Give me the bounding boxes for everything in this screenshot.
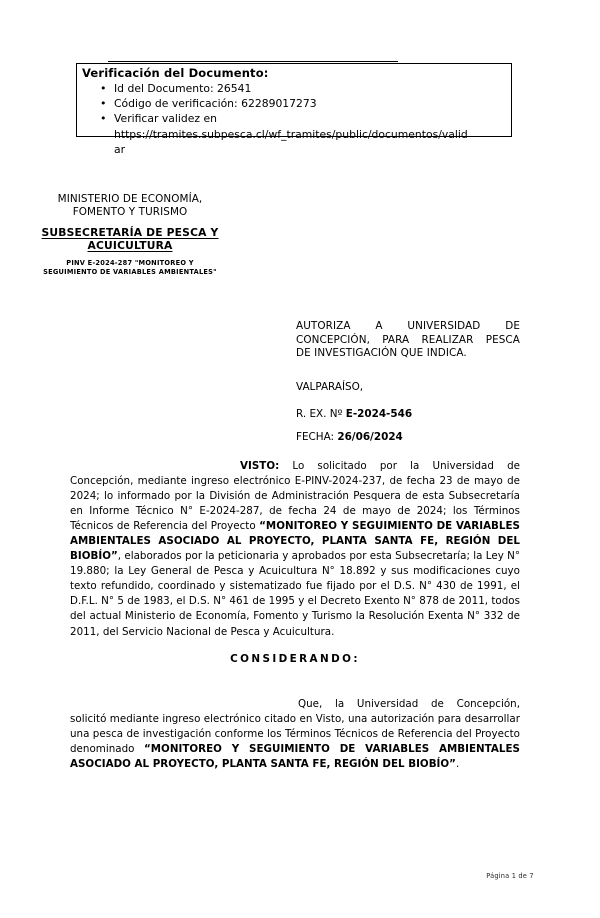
- resolution-subject-line-2: CONCEPCIÓN, PARA REALIZAR PESCA: [296, 333, 520, 346]
- resolution-date-value: 26/06/2024: [337, 431, 403, 443]
- resolution-date-row: [296, 431, 520, 445]
- resolution-number-label: R. EX. Nº: [296, 408, 346, 420]
- resolution-date-label: FECHA:: [296, 431, 338, 443]
- project-reference-line-2: SEGUIMIENTO DE VARIABLES AMBIENTALES": [43, 267, 217, 276]
- verification-url-continuation: [82, 142, 522, 157]
- visto-text-part-1: Lo solicitado por la Universidad de Concepción, mediante ingreso electrónico E-PINV-2024-237, de fecha 23 de mayo de 2024; lo informado por la División de Administración Pesquera de esta Subsecretaría en Informe Técnico N° E-2024-287, de fecha 24 de mayo de 2024; los Términos Técnicos de Referencia del Proyecto: [70, 460, 520, 533]
- verification-box-content: [82, 66, 522, 157]
- verification-url-line-2: ar: [114, 142, 126, 156]
- ministry-name-line-1: MINISTERIO DE ECONOMÍA,: [57, 193, 203, 205]
- verification-item-validate: • Verificar validez en: [82, 111, 522, 126]
- considerando-heading: CONSIDERANDO:: [230, 653, 360, 665]
- resolution-number-value: E-2024-546: [345, 408, 413, 420]
- resolution-subject-line-3: DE INVESTIGACIÓN QUE INDICA.: [296, 347, 467, 360]
- resolution-city: [296, 381, 520, 395]
- visto-paragraph: [70, 459, 520, 640]
- ministry-name-line-2: FOMENTO Y TURISMO: [72, 206, 188, 219]
- resolution-city-label: VALPARAÍSO,: [296, 381, 364, 393]
- letterhead: [22, 193, 238, 276]
- verification-box-top-border-step: [108, 59, 398, 62]
- verification-url[interactable]: [82, 127, 522, 142]
- page-footer: [440, 872, 580, 880]
- verification-item-code: • Código de verificación: 62289017273: [82, 96, 522, 111]
- verification-title: Verificación del Documento:: [82, 66, 269, 80]
- verification-list: [82, 81, 522, 127]
- subsecretaria-name-line-2: ACUICULTURA: [87, 239, 173, 253]
- page-number-label: Página 1 de 7: [486, 872, 534, 880]
- subsecretaria-name-line-1: SUBSECRETARÍA DE PESCA Y: [41, 225, 219, 239]
- considerando-text-part-2: .: [455, 758, 460, 771]
- verification-url-line-1: https://tramites.subpesca.cl/wf_tramites/public/documentos/valid: [114, 127, 468, 141]
- considerando-project-title: “MONITOREO Y SEGUIMIENTO DE VARIABLES AMBIENTALES ASOCIADO AL PROYECTO, PLANTA SANTA FE, REGIÓN DEL BIOBÍO”: [70, 743, 520, 771]
- visto-project-title: “MONITOREO Y SEGUIMIENTO DE VARIABLES AMBIENTALES ASOCIADO AL PROYECTO, PLANTA SANTA FE, REGIÓN DEL BIOBÍO”: [70, 520, 520, 563]
- considerando-text-part-1: Que, la Universidad de Concepción, solicitó mediante ingreso electrónico citado en Visto, una autorización para desarrollar una pesca de investigación conforme los Términos Técnicos de Referencia del Proyecto denominado: [70, 698, 520, 756]
- visto-heading: VISTO:: [240, 460, 280, 472]
- project-reference-line-1: PINV E-2024-287 "MONITOREO Y: [66, 259, 194, 267]
- resolution-subject-line-1: AUTORIZA A UNIVERSIDAD DE: [296, 320, 520, 332]
- resolution-subject: [296, 320, 520, 361]
- resolution-number-row: [296, 408, 520, 422]
- verification-item-document-id: • Id del Documento: 26541: [82, 81, 522, 96]
- visto-text-part-2: , elaborados por la peticionaria y aprobados por esta Subsecretaría; la Ley N° 19.880; la Ley General de Pesca y Acuicultura N° 18.892 y sus modificaciones cuyo texto refundido, coordinado y sistematizado fue fijado por el D.S. N° 430 de 1991, el D.F.L. N° 5 de 1983, el D.S. N° 461 de 1995 y el Decreto Exento N° 878 de 2011, todos del actual Ministerio de Economía, Fomento y Turismo la Resolución Exenta N° 332 de 2011, del Servicio Nacional de Pesca y Acuicultura.: [70, 550, 520, 638]
- considerando-paragraph: [70, 697, 520, 772]
